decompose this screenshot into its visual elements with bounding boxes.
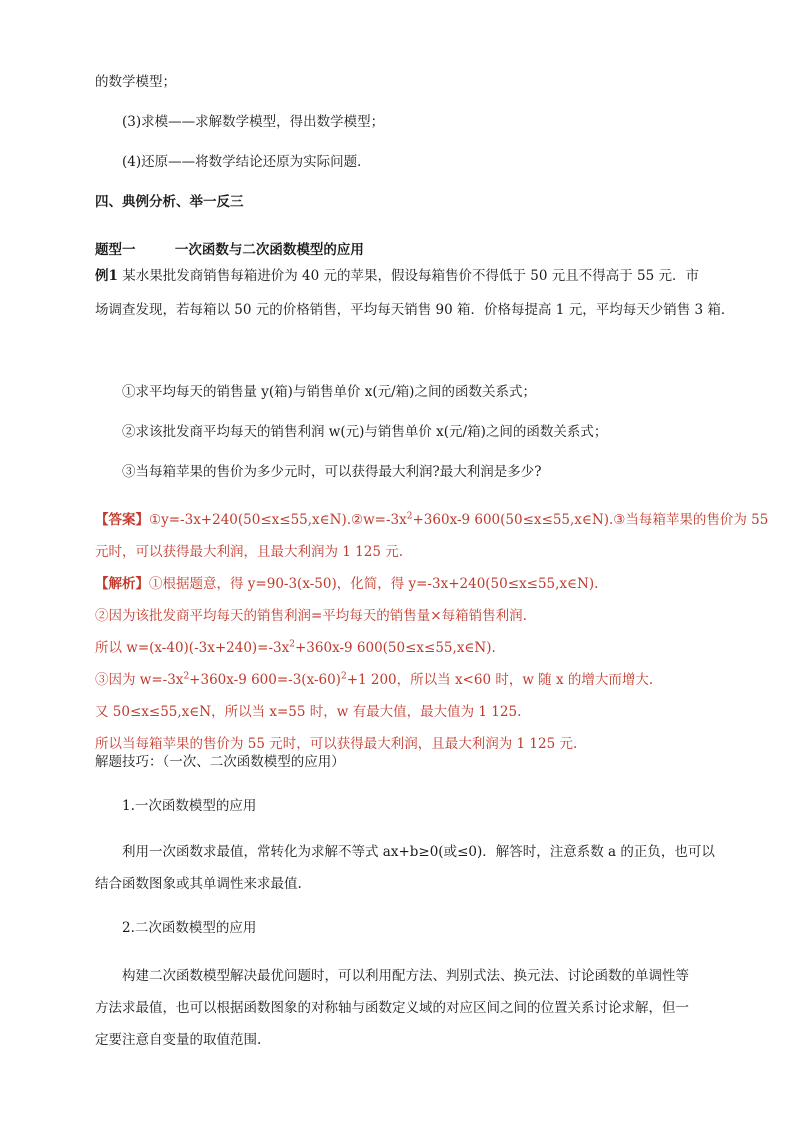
analysis-tag: 【解析】 [95, 576, 149, 592]
example-line-2: 场调查发现，若每箱以 50 元的价格销售，平均每天销售 90 箱．价格每提高 1 元，平均每天少销售 3 箱． [95, 302, 735, 318]
analysis-line-1: 【解析】①根据题意，得 y=90-3(x-50)，化简，得 y=-3x+240(50≤x≤55,x∈N). [95, 576, 599, 592]
tips-para-2-line-3: 定要注意自变量的取值范围. [95, 1032, 262, 1048]
analysis-line-3: 所以 $w=(x-40)(-3x+240)=-3x^2+360x-9$ 600(50≤x≤55,x∈N). [95, 639, 496, 656]
tips-para-2-line-2: 方法求最值，也可以根据函数图象的对称轴与函数定义域的对应区间之间的位置关系讨论求解，但一 [95, 1000, 689, 1016]
topic-heading [95, 240, 364, 260]
answer-line-2: 元时，可以获得最大利润，且最大利润为 1 125 元. [95, 544, 404, 560]
topic-title: 一次函数与二次函数模型的应用 [174, 242, 364, 258]
question-2: ②求该批发商平均每天的销售利润 w(元)与销售单价 x(元/箱)之间的函数关系式； [122, 424, 608, 440]
question-3: ③当每箱苹果的售价为多少元时，可以获得最大利润?最大利润是多少? [122, 464, 542, 480]
tips-heading-1: 1.一次函数模型的应用 [122, 798, 257, 814]
intro-line-1: 的数学模型； [95, 74, 176, 90]
tips-heading-2: 2.二次函数模型的应用 [122, 920, 257, 936]
intro-line-2: (3)求模——求解数学模型，得出数学模型； [122, 114, 385, 130]
tips-para-2-line-1: 构建二次函数模型解决最优问题时，可以利用配方法、判别式法、换元法、讨论函数的单调性等 [122, 968, 689, 984]
intro-line-3: (4)还原——将数学结论还原为实际问题． [122, 154, 371, 170]
topic-label: 题型一 [95, 242, 136, 258]
example-label: 例1 [95, 268, 118, 284]
section-title: 四、典例分析、举一反三 [95, 194, 244, 210]
tips-title: 解题技巧：（一次、二次函数模型的应用） [95, 754, 345, 770]
analysis-line-2: ②因为该批发商平均每天的销售利润=平均每天的销售量×每箱销售利润. [95, 608, 527, 624]
analysis-line-5: 又 50≤x≤55,x∈N，所以当 x=55 时，w 有最大值，最大值为 1 125. [95, 704, 522, 720]
question-1: ①求平均每天的销售量 y(箱)与销售单价 x(元/箱)之间的函数关系式； [122, 384, 536, 400]
example-line-1: 例1 某水果批发商销售每箱进价为 40 元的苹果，假设每箱售价不得低于 50 元且不得高于 55 元．市 [95, 268, 699, 284]
tips-para-1-line-1: 利用一次函数求最值，常转化为求解不等式 ax+b≥0(或≤0)．解答时，注意系数 a 的正负，也可以 [122, 844, 715, 860]
tips-para-1-line-2: 结合函数图象或其单调性来求最值. [95, 876, 302, 892]
answer-line-1: 【答案】$①y=-3x+240(50\le x\le 55,x\in N).②w=-3x^2+360x-9$ 600(50≤x≤55,x∈N).③当每箱苹果的售价为 55 [95, 511, 769, 528]
answer-tag: 【答案】 [95, 512, 149, 528]
analysis-line-4: ③因为 $w=-3x^2+360x-9$ $600=-3(x-60)^2+1$ 200，所以当 x<60 时，w 随 x 的增大而增大. [95, 671, 654, 688]
analysis-line-6: 所以当每箱苹果的售价为 55 元时，可以获得最大利润，且最大利润为 1 125 元. [95, 736, 578, 752]
